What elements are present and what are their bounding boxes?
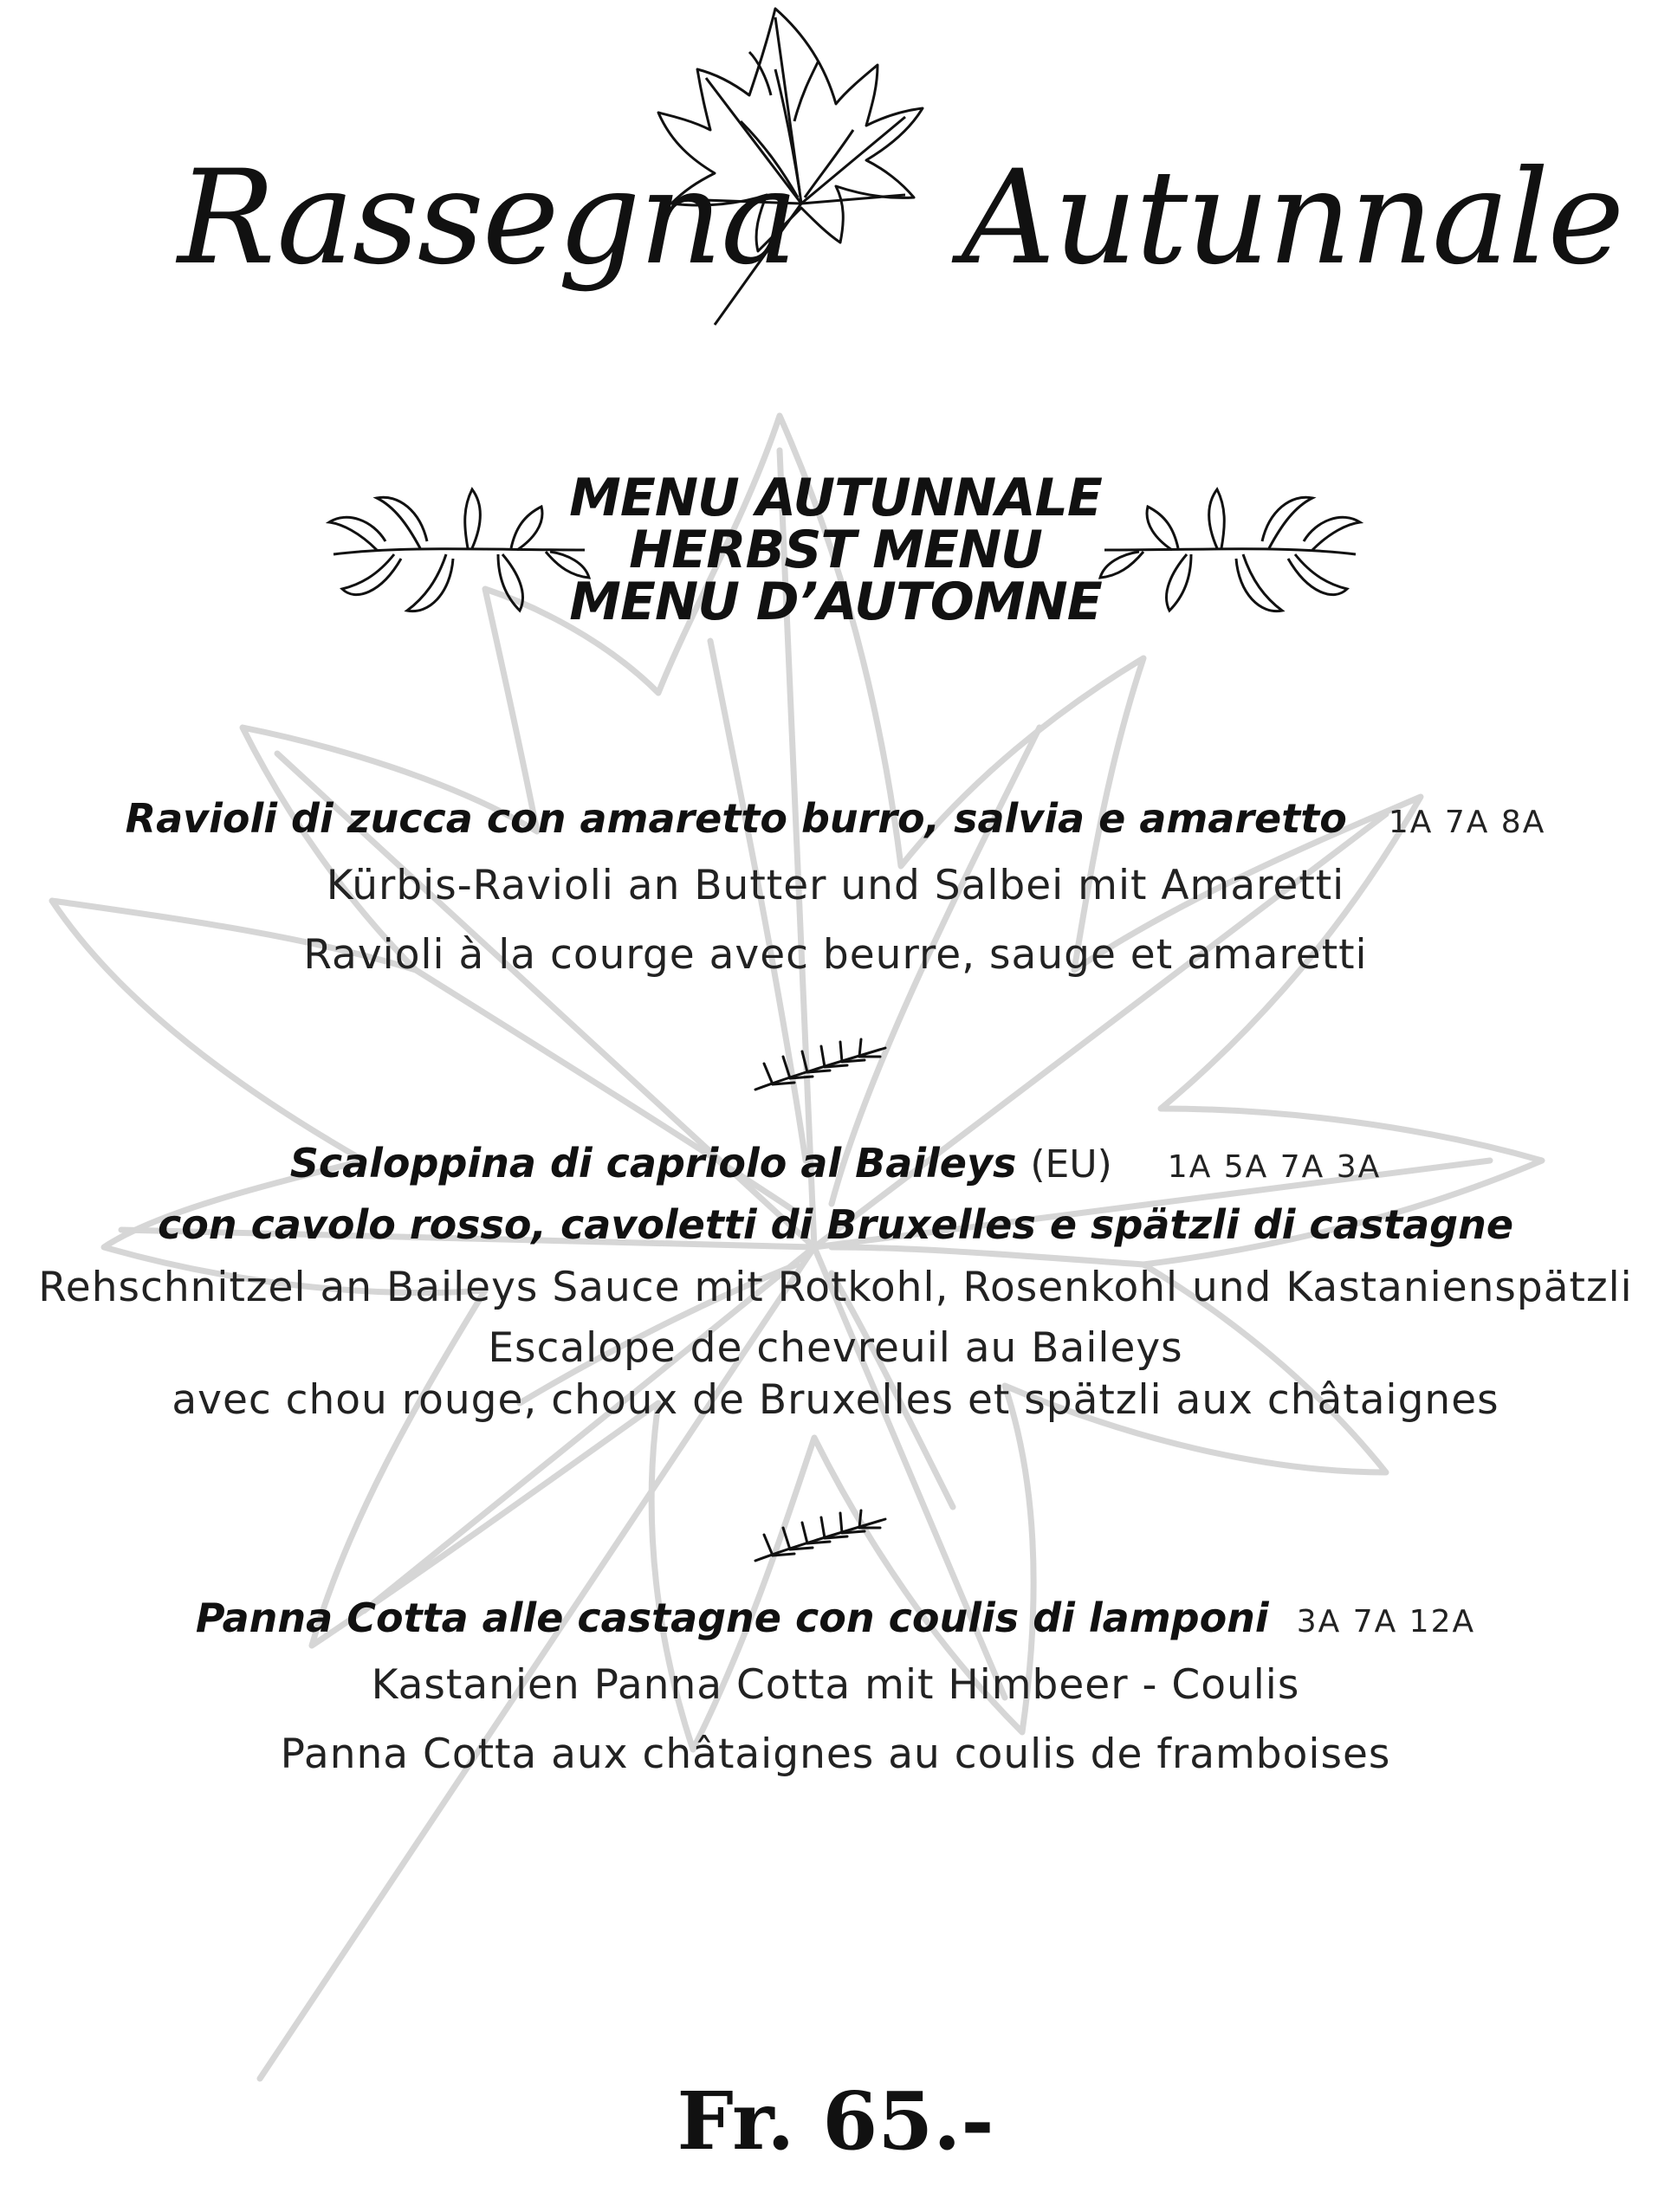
allergen-codes: 1A 5A 7A 3A (1167, 1149, 1382, 1185)
leaf-branch-icon (325, 472, 602, 628)
title-block (0, 0, 1671, 372)
menu-header-german: HERBST MENU (629, 520, 1042, 580)
allergen-codes: 3A 7A 12A (1296, 1604, 1476, 1640)
course-italian-line-2: con cavolo rosso, cavoletti di Bruxelles e spätzli di castagne (157, 1201, 1514, 1248)
origin-label: (EU) (1030, 1142, 1112, 1187)
course-main (0, 1135, 1671, 1426)
sprig-icon (747, 1029, 894, 1098)
course-italian-name: Ravioli di zucca con amaretto burro, salvia e amaretto (125, 795, 1347, 842)
course-german-name: Rehschnitzel an Baileys Sauce mit Rotkohl, Rosenkohl und Kastanienspätzli (38, 1264, 1633, 1311)
course-german-name: Kürbis-Ravioli an Butter und Salbei mit Amaretti (326, 862, 1345, 909)
menu-header (0, 468, 1671, 663)
title-left-word: Rassegna (178, 143, 797, 294)
course-french-name-2: avec chou rouge, choux de Bruxelles et spätzli aux châtaignes (172, 1376, 1499, 1424)
course-italian-name: Panna Cotta alle castagne con coulis di lamponi (195, 1594, 1269, 1641)
course-french-name: Panna Cotta aux châtaignes au coulis de framboises (280, 1730, 1391, 1778)
course-starter (0, 790, 1671, 990)
allergen-codes: 1A 7A 8A (1388, 805, 1546, 840)
menu-header-italian: MENU AUTUNNALE (569, 468, 1102, 528)
course-dessert (0, 1589, 1671, 1789)
course-italian-name: Scaloppina di capriolo al Baileys (289, 1140, 1017, 1187)
course-german-name: Kastanien Panna Cotta mit Himbeer - Coulis (371, 1661, 1300, 1709)
title-right-word: Autunnale (962, 143, 1623, 294)
course-italian-line (0, 1589, 1671, 1651)
sprig-icon (747, 1500, 894, 1569)
menu-header-french: MENU D’AUTOMNE (569, 572, 1102, 632)
course-french-name: Escalope de chevreuil au Baileys (488, 1324, 1183, 1372)
leaf-branch-icon (1087, 472, 1364, 628)
course-italian-line (0, 790, 1671, 851)
course-french-name: Ravioli à la courge avec beurre, sauge et amaretti (303, 931, 1368, 979)
menu-price: Fr. 65.- (677, 2074, 994, 2168)
course-italian-line (0, 1135, 1671, 1196)
